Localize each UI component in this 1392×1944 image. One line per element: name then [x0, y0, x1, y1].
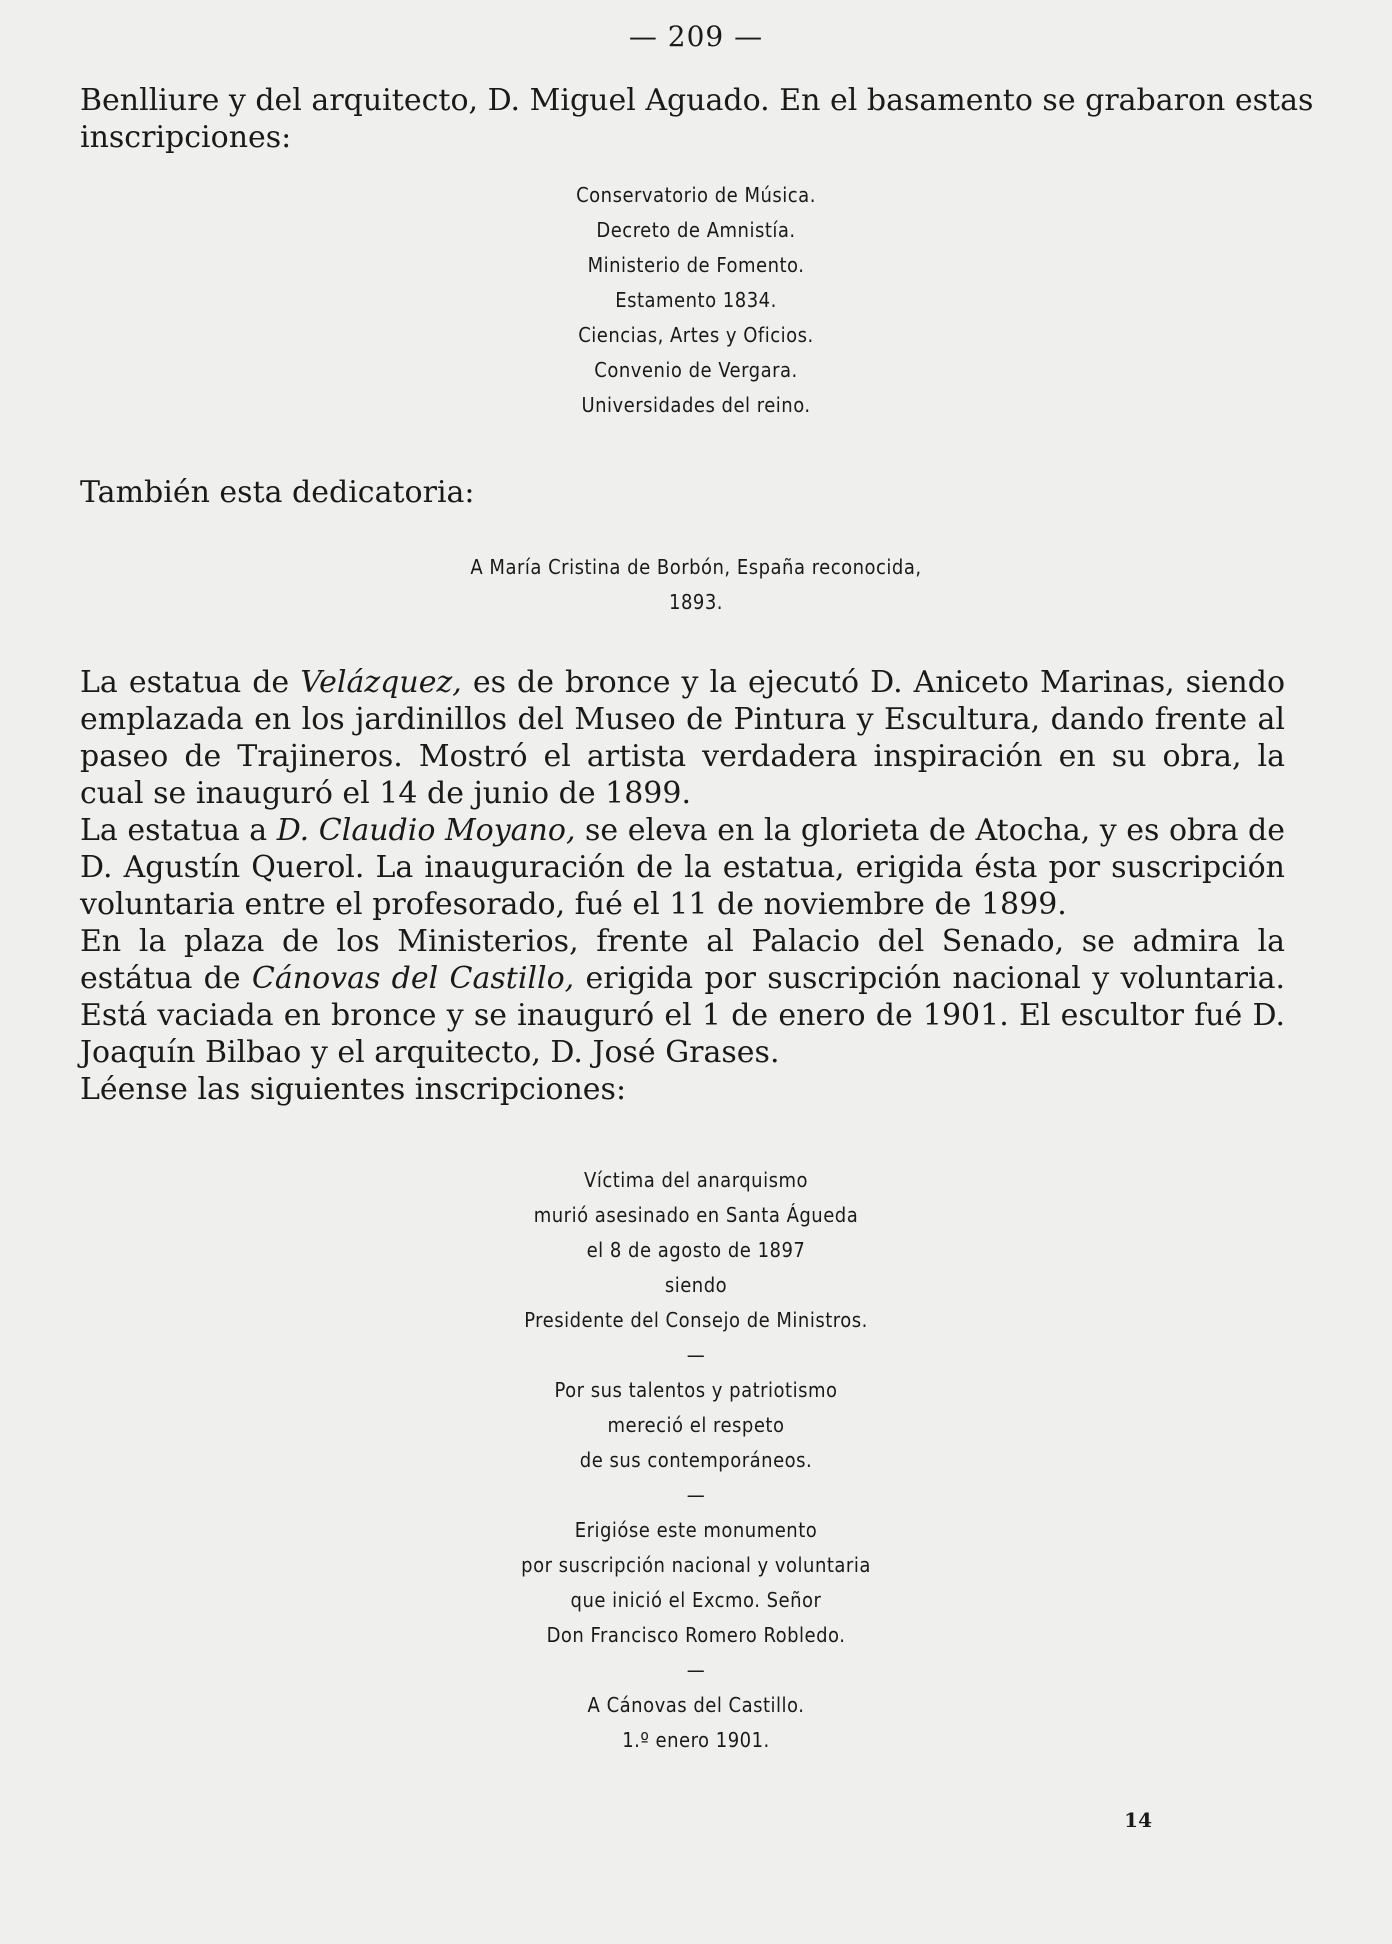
inscription-line: Conservatorio de Música.: [576, 183, 816, 207]
paragraph-velazquez: [80, 664, 1285, 812]
statue-name: Cánovas del Castillo,: [251, 961, 575, 996]
separator: —: [686, 1658, 706, 1682]
main-text: [80, 664, 1285, 1108]
inscription-line: de sus contemporáneos.: [579, 1448, 813, 1472]
inscription-line: murió asesinado en Santa Águeda: [533, 1203, 859, 1227]
page-number: — 209 —: [628, 20, 764, 53]
intro-line-1: Benlliure y del arquitecto, D. Miguel Aguado. En el basamento se grabaron estas: [80, 83, 1314, 118]
inscription-line: Universidades del reino.: [581, 393, 811, 417]
dedicatoria-line: 1893.: [669, 590, 723, 614]
statue-name: D. Claudio Moyano,: [276, 813, 576, 848]
inscription-line: Por sus talentos y patriotismo: [554, 1378, 838, 1402]
text-run: es de bronce y la ejecutó D. Aniceto Marinas, siendo emplazada en los jardinillos del Museo de Pintura y Escultura, dando frente al paseo de Trajineros. Mostró el artista verdadera inspiración en su obra, la cual se inauguró el 14 de junio de 1899.: [80, 665, 1286, 811]
inscription-line: Estamento 1834.: [615, 288, 777, 312]
text-run: erigida por suscripción nacional y voluntaria. Está vaciada en bronce y se inauguró el 1 de enero de 1901. El escultor fué D. Joaquín Bilbao y el arquitecto, D. José Grases.: [80, 961, 1285, 1070]
inscription-line: Ministerio de Fomento.: [587, 253, 805, 277]
inscription-line: Erigióse este monumento: [574, 1518, 818, 1542]
intro-paragraph: [80, 82, 1314, 156]
inscription-line: Convenio de Vergara.: [594, 358, 798, 382]
paragraph-moyano: [80, 812, 1285, 923]
separator: —: [686, 1343, 706, 1367]
inscription-a: [0, 1163, 1392, 1758]
paragraph-canovas: [80, 923, 1285, 1071]
signature-mark: 14: [1124, 1808, 1152, 1832]
inscription-line: mereció el respeto: [607, 1413, 785, 1437]
inscription-line: Decreto de Amnistía.: [596, 218, 796, 242]
dedicatoria-label-block: [80, 474, 1285, 511]
inscription-line: 1.º enero 1901.: [622, 1728, 770, 1752]
separator: —: [686, 1483, 706, 1507]
text-run: La estatua de: [80, 665, 301, 700]
inscription-line: siendo: [664, 1273, 728, 1297]
text-run: se eleva en la glorieta de Atocha, y es obra de D. Agustín Querol. La inauguración de la estatua, erigida ésta por suscripción voluntaria entre el profesorado, fué el 11 de noviembre de 1899.: [80, 813, 1285, 922]
dedicatoria-block: [0, 550, 1392, 620]
inscription-line: por suscripción nacional y voluntaria: [521, 1553, 871, 1577]
statue-name: Velázquez,: [300, 665, 462, 700]
text-run: La estatua a: [80, 813, 277, 848]
inscription-line: A Cánovas del Castillo.: [587, 1693, 805, 1717]
dedicatoria-label: También esta dedicatoria:: [80, 475, 475, 510]
inscription-line: que inició el Excmo. Señor: [570, 1588, 822, 1612]
dedicatoria-line: A María Cristina de Borbón, España reconocida,: [470, 555, 922, 579]
inscription-line: Ciencias, Artes y Oficios.: [578, 323, 814, 347]
inscription-line: Don Francisco Romero Robledo.: [546, 1623, 846, 1647]
inscription-line: el 8 de agosto de 1897: [586, 1238, 806, 1262]
intro-line-2: inscripciones:: [80, 120, 292, 155]
inscription-line: Presidente del Consejo de Ministros.: [524, 1308, 868, 1332]
inscription-line: Víctima del anarquismo: [584, 1168, 808, 1192]
text-run: En la plaza de los Ministerios, frente al Palacio del Senado, se admira la estátua de: [80, 924, 1285, 996]
inscriptions-list-1: [0, 178, 1392, 423]
paragraph-leense: Léense las siguientes inscripciones:: [80, 1072, 627, 1107]
